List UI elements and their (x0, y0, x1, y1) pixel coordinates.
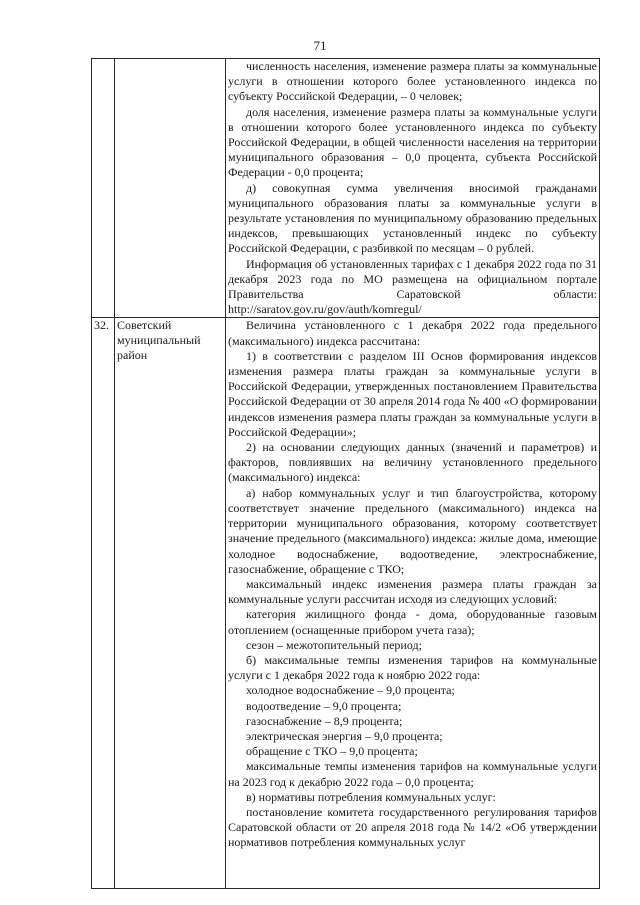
paragraph: обращение с ТКО – 9,0 процента; (246, 744, 418, 759)
municipality-name: Советский муниципальный район (115, 318, 226, 889)
paragraph: д) совокупная сумма увеличения вносимой гражданами муниципального образования платы за коммунальные услуги в результате установления по муниципальному образованию предельных индексов, превышающих установленный индекс по субъекту Российской Федерации, с разбивкой по месяцам – 0 рублей. (228, 180, 597, 256)
row-text (226, 59, 600, 318)
paragraph: категория жилищного фонда - дома, оборудованные газовым отоплением (оснащенные прибором учета газа); (228, 607, 597, 637)
municipality-name (115, 59, 226, 318)
paragraph: электрическая энергия – 9,0 процента; (246, 728, 443, 743)
paragraph: Информация об установленных тарифах с 1 декабря 2022 года по 31 декабря 2023 года по МО размещена на официальном портале Правительства Саратовской области: http://saratov.gov.ru/gov/auth/komregul/ (228, 256, 597, 317)
paragraph: водоотведение – 9,0 процента; (246, 698, 402, 713)
paragraph: б) максимальные темпы изменения тарифов на коммунальные услуги с 1 декабря 2022 года к ноябрю 2022 года: (228, 652, 597, 683)
paragraph: 2) на основании следующих данных (значений и параметров) и факторов, повлиявших на величину установленного предельного (максимального) индекса: (228, 440, 597, 485)
paragraph: а) набор коммунальных услуг и тип благоустройства, которому соответствует значение предельного (максимального) индекса на территории муниципального образования, которому соответствует значение предельного (максимального) индекса: жилые дома, имеющие холодное водоснабжение, водоотведение, электроснабжение, газоснабжение, обращение с ТКО; (228, 485, 597, 576)
paragraph: 1) в соответствии с разделом III Основ формирования индексов изменения размера платы граждан за коммунальные услуги в Российской Федерации, утвержденных постановлением Правительства Российской Федерации от 30 апреля 2014 года № 400 «О формировании индексов изменения размера платы граждан за коммунальные услуги в Российской Федерации»; (228, 348, 597, 439)
table-row (92, 59, 600, 318)
paragraph: в) нормативы потребления коммунальных услуг: (246, 789, 496, 804)
paragraph: постановление комитета государственного регулирования тарифов Саратовской области от 20 апреля 2018 года № 14/2 «Об утверждении нормативов потребления коммунальных услуг (228, 804, 597, 850)
paragraph: газоснабжение – 8,9 процента; (246, 713, 403, 728)
row-text (226, 318, 600, 889)
paragraph: Величина установленного с 1 декабря 2022 года предельного (максимального) индекса рассчитана: (228, 318, 597, 348)
paragraph: холодное водоснабжение – 9,0 процента; (246, 683, 455, 698)
table-row (92, 318, 600, 889)
page-number: 71 (313, 38, 327, 53)
paragraph: максимальные темпы изменения тарифов на коммунальные услуги на 2023 год к декабрю 2022 года – 0,0 процента; (228, 759, 597, 789)
paragraph: сезон – межотопительный период; (246, 637, 422, 652)
content-table (91, 58, 600, 889)
row-number: 32. (92, 318, 115, 889)
paragraph: доля населения, изменение размера платы за коммунальные услуги в отношении которого более установленного индекса по субъекту Российской Федерации, в общей численности населения на территории муниципального образования – 0,0 процента, субъекта Российской Федерации - 0,0 процента; (228, 104, 597, 180)
paragraph: численность населения, изменение размера платы за коммунальные услуги в отношении которого более установленного индекса по субъекту Российской Федерации, – 0 человек; (228, 59, 597, 104)
paragraph: максимальный индекс изменения размера платы граждан за коммунальные услуги рассчитан исходя из следующих условий: (228, 576, 597, 607)
row-number (92, 59, 115, 318)
